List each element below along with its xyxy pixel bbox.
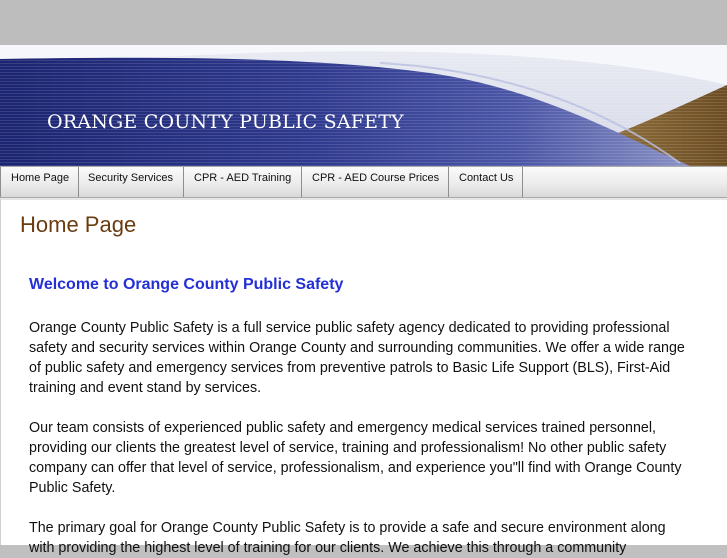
nav-home-page[interactable]: Home Page bbox=[0, 167, 79, 197]
nav-security-services[interactable]: Security Services bbox=[79, 167, 184, 197]
intro-paragraph: Orange County Public Safety is a full service public safety agency dedicated to providing professional safety and security services within Orange County and surrounding communities. We offer a wide range of public safety and emergency services from preventive patrols to Basic Life Support (BLS), First-Aid training and event stand by services. bbox=[29, 320, 685, 396]
site-title: ORANGE COUNTY PUBLIC SAFETY bbox=[47, 111, 404, 133]
welcome-heading: Welcome to Orange County Public Safety bbox=[29, 276, 344, 293]
top-browser-strip bbox=[0, 0, 727, 45]
nav-cpr-aed-training[interactable]: CPR - AED Training bbox=[184, 167, 302, 197]
main-navigation bbox=[0, 166, 727, 198]
nav-cpr-aed-course-prices[interactable]: CPR - AED Course Prices bbox=[302, 167, 449, 197]
site-banner bbox=[0, 45, 727, 166]
page-title: Home Page bbox=[20, 212, 137, 237]
banner-graphic bbox=[0, 45, 727, 166]
nav-contact-us[interactable]: Contact Us bbox=[449, 167, 523, 197]
goal-paragraph: The primary goal for Orange County Public Safety is to provide a safe and secure environment along with providing the highest level of training for our clients. We achieve this through a community bbox=[29, 520, 666, 556]
team-paragraph: Our team consists of experienced public safety and emergency medical services trained personnel, providing our clients the greatest level of service, training and professionalism! No other public safety company can offer that level of service, professionalism, and experience you"ll find with Orange County Public Safety. bbox=[29, 420, 682, 496]
main-content bbox=[0, 198, 727, 556]
